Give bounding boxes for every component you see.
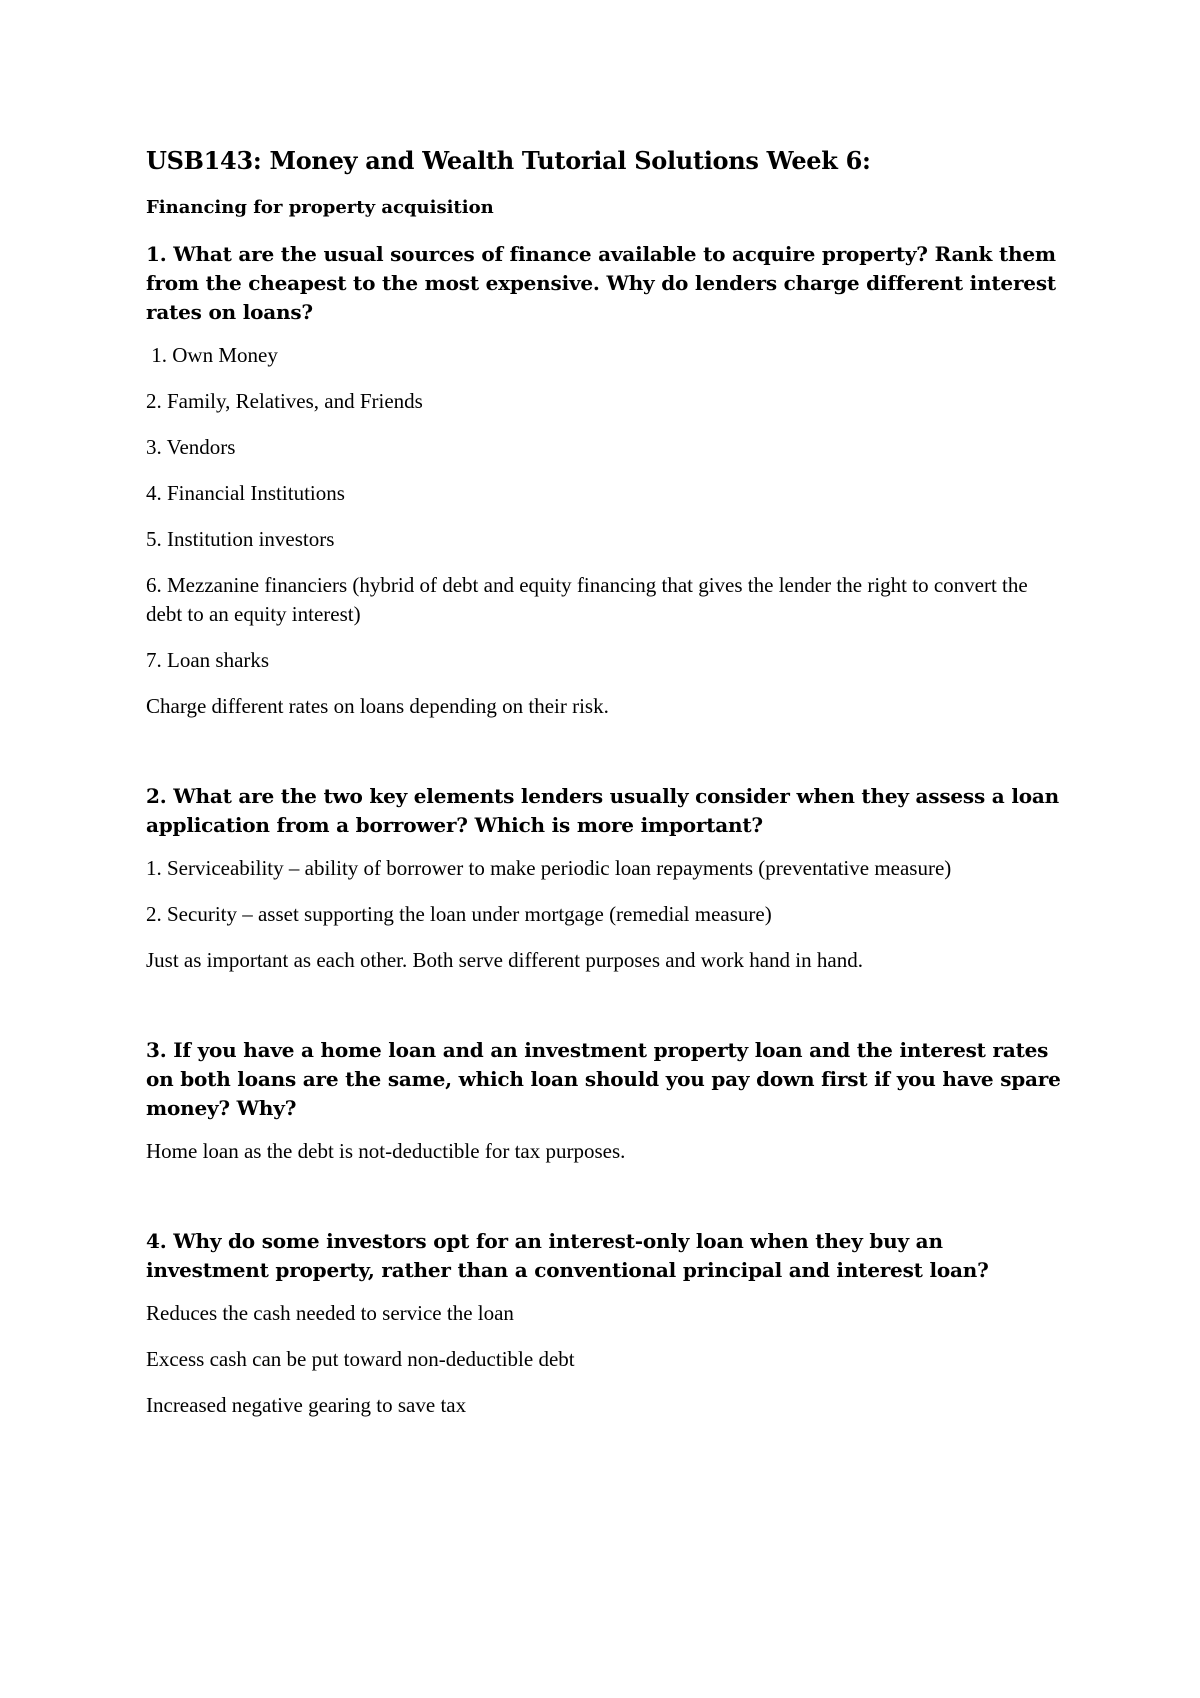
answer-line: Reduces the cash needed to service the loan (146, 1301, 514, 1325)
section-spacer (146, 992, 1066, 1036)
answer-line: Excess cash can be put toward non-deductible debt (146, 1347, 575, 1371)
answer-line: 4. Financial Institutions (146, 481, 345, 505)
answer-line: 6. Mezzanine financiers (hybrid of debt and equity financing that gives the lender the right to convert the debt to an equity interest) (146, 573, 1028, 626)
answer-line: Home loan as the debt is not-deductible for tax purposes. (146, 1139, 626, 1163)
section-3 (146, 1036, 1066, 1166)
document-subtitle: Financing for property acquisition (146, 197, 494, 218)
section-spacer (146, 738, 1066, 782)
answer-line: 5. Institution investors (146, 527, 335, 551)
answer-line: 2. Security – asset supporting the loan under mortgage (remedial measure) (146, 902, 772, 926)
question-3: 3. If you have a home loan and an investment property loan and the interest rates on both loans are the same, which loan should you pay down first if you have spare money? Why? (146, 1038, 1061, 1120)
answer-line: 2. Family, Relatives, and Friends (146, 389, 423, 413)
question-1: 1. What are the usual sources of finance available to acquire property? Rank them from the cheapest to the most expensive. Why do lenders charge different interest rates on loans? (146, 242, 1056, 324)
document-content (146, 146, 1066, 1437)
answer-line: Just as important as each other. Both serve different purposes and work hand in hand. (146, 948, 863, 972)
answer-line: 1. Serviceability – ability of borrower to make periodic loan repayments (preventative measure) (146, 856, 952, 880)
section-4 (146, 1227, 1066, 1420)
question-2: 2. What are the two key elements lenders usually consider when they assess a loan application from a borrower? Which is more important? (146, 784, 1059, 837)
answer-line: 1. Own Money (146, 343, 278, 367)
section-1 (146, 240, 1066, 721)
section-2 (146, 782, 1066, 975)
answer-line: 3. Vendors (146, 435, 236, 459)
answer-line: Increased negative gearing to save tax (146, 1393, 467, 1417)
document-title: USB143: Money and Wealth Tutorial Solutions Week 6: (146, 146, 871, 175)
answer-line: 7. Loan sharks (146, 648, 270, 672)
question-4: 4. Why do some investors opt for an interest-only loan when they buy an investment property, rather than a conventional principal and interest loan? (146, 1229, 989, 1282)
section-spacer (146, 1183, 1066, 1227)
answer-line: Charge different rates on loans depending on their risk. (146, 694, 609, 718)
